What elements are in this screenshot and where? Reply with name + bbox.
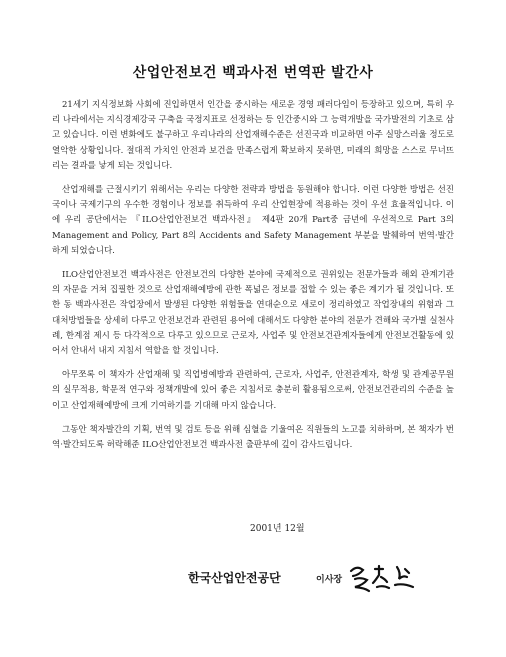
paragraph-2: 산업재해를 근절시키기 위해서는 우리는 다양한 전략과 방법을 동원해야 합니다. 이런 다양한 방법은 선진국이나 국제기구의 우수한 경험이나 정보를 취득하여 우리 산업현장에 적용하는 것이 우선 효율적입니다. 이에 우리 공단에서는 『ILO산업안전보건 백과사전』 제4판 20개 Part중 금년에 우선적으로 Part 3의 Management and Policy, Part 8의 Accidents and Safety Management 부분을 발췌하여 번역·발간하게 되었습니다.: [52, 185, 454, 256]
paragraph-3: ILO산업안전보건 백과사전은 안전보건의 다양한 분야에 국제적으로 권위있는 전문가들과 해외 관계기관의 자문을 거쳐 집필한 것으로 산업재해예방에 관한 폭넓은 정보를 접할 수 있는 좋은 계기가 될 것입니다. 또한 동 백과사전은 작업장에서 발생된 다양한 위험들을 연대순으로 새로이 정리하였고 작업장내의 위험과 그 대처방법들을 상세히 다루고 안전보건과 관련된 용어에 대해서도 다양한 분야의 전문가 견해와 국가별 실천사례, 한계점 제시 등 다각적으로 다루고 있으므로 근로자, 사업주 및 안전보건관계자들에게 안전보건활동에 있어서 안내서 내지 지침서 역할을 할 것입니다.: [52, 270, 454, 357]
signature-block: [0, 565, 506, 595]
document-body: [52, 98, 454, 462]
paragraph-1: 21세기 지식정보화 사회에 진입하면서 인간을 중시하는 새로운 경영 패러다임이 등장하고 있으며, 특히 우리 나라에서는 지식경제강국 구축을 국정지표로 선정하는 등 인간중시와 그 능력개발을 국가발전의 기초로 삼고 있습니다. 이런 변화에도 불구하고 우리나라의 산업재해수준은 선진국과 비교하면 아주 실망스러울 정도로 열악한 상황입니다. 절대적 가치인 안전과 보건을 만족스럽게 확보하지 못하면, 미래의 희망을 스스로 무너뜨리는 결과를 낳게 되는 것입니다.: [52, 100, 454, 171]
signer-role: 이사장: [316, 575, 343, 585]
handwritten-signature-icon: [345, 561, 417, 597]
paragraph-5: 그동안 책자발간의 기획, 번역 및 검토 등을 위해 심혈을 기울여온 직원들의 노고를 치하하며, 본 책자가 번역·발간되도록 허락해준 ILO산업안전보건 백과사전 출판부에 깊이 감사드립니다.: [52, 424, 454, 451]
page-title: 산업안전보건 백과사전 번역판 발간사: [132, 65, 374, 81]
organization-name: 한국산업안전공단: [188, 571, 281, 585]
paragraph-4: 아무쪼록 이 책자가 산업재해 및 직업병예방과 관련하여, 근로자, 사업주, 안전관계자, 학생 및 관계공무원의 실무적용, 학문적 연구와 정책개발에 있어 좋은 지침서로 충분히 활용됨으로써, 안전보건관리의 수준을 높이고 산업재해예방에 크게 기여하기를 기대해 마지 않습니다.: [52, 370, 454, 411]
issue-date: 2001년 12월: [250, 524, 305, 534]
